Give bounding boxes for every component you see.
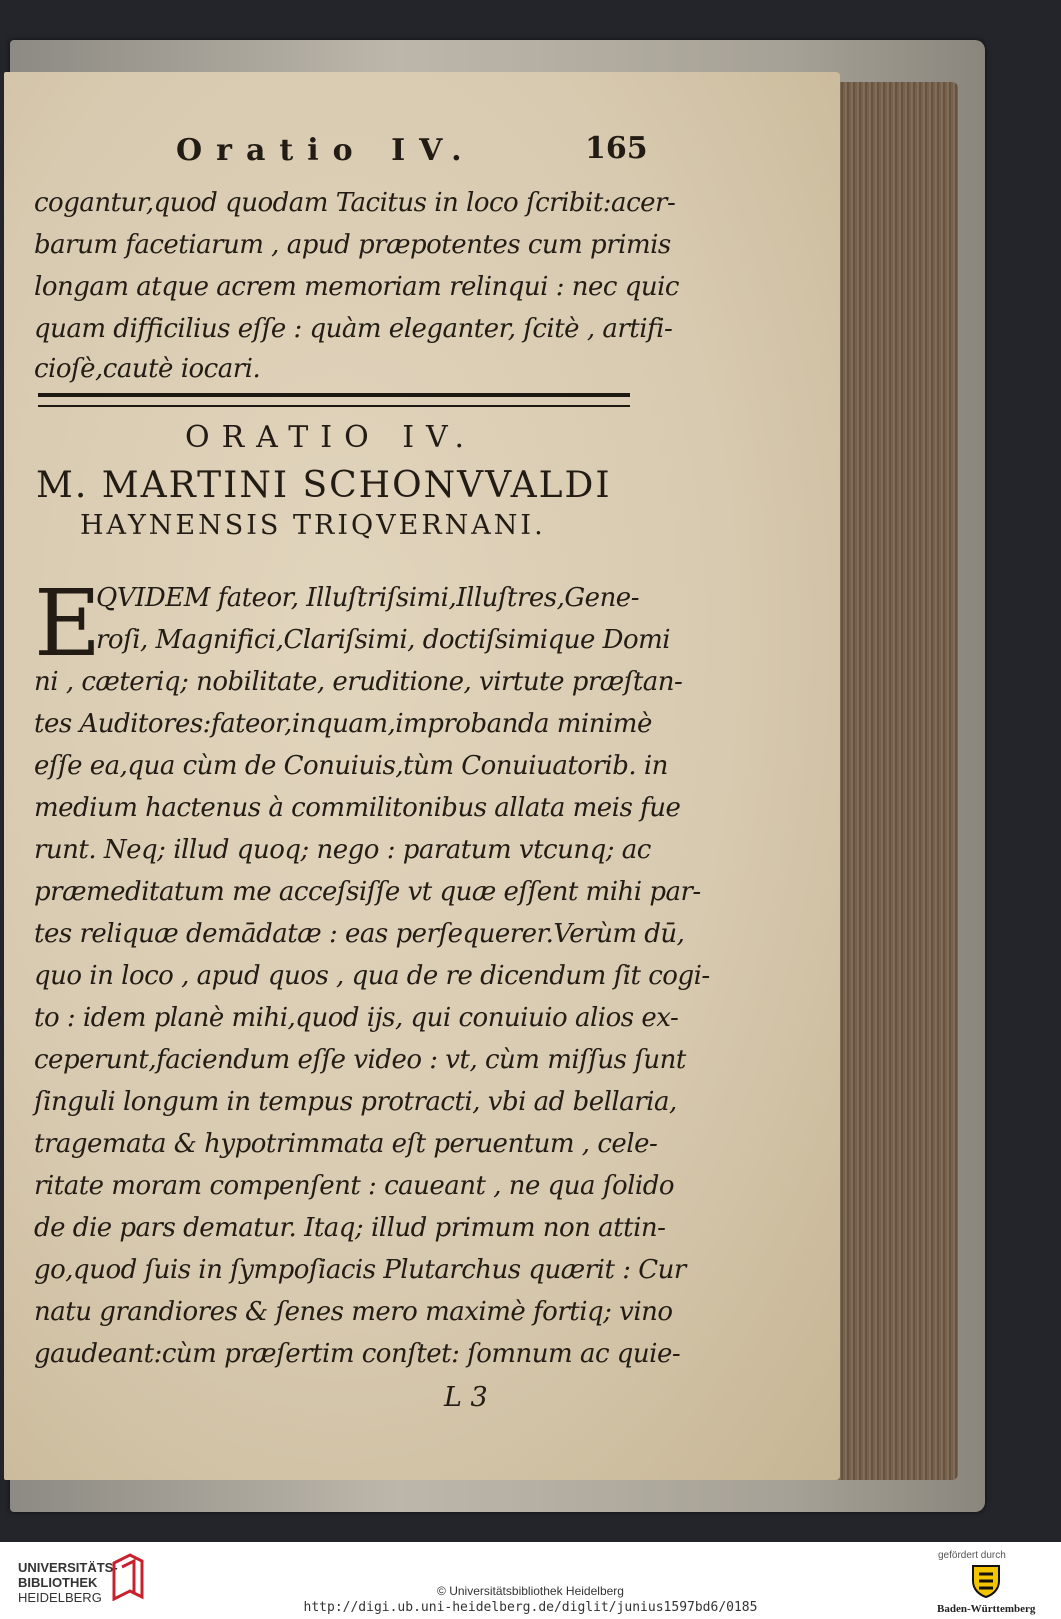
text-line: longam atque acrem memoriam relinqui : nec quic bbox=[34, 272, 679, 302]
text-line: ſinguli longum in tempus protracti, vbi ad bellaria, bbox=[34, 1087, 677, 1117]
library-name-line: UNIVERSITÄTS- bbox=[18, 1560, 118, 1575]
text-line: barum facetiarum , apud præpotentes cum primis bbox=[34, 230, 671, 260]
text-line: ni , cæteriq; nobilitate, eruditione, virtute præſtan- bbox=[34, 667, 683, 697]
text-line: tes Auditores:fateor,inquam,improbanda minimè bbox=[34, 709, 652, 739]
running-head: Oratio IV. bbox=[176, 133, 476, 168]
text-line: tragemata & hypotrimmata eſt peruentum , cele- bbox=[34, 1129, 658, 1159]
text-line: quam difficilius eſſe : quàm eleganter, ſcitè , artifi- bbox=[34, 314, 673, 344]
baden-wuerttemberg-seal-icon bbox=[970, 1563, 1002, 1599]
text-line: medium hactenus à commilitonibus allata meis fue bbox=[34, 793, 681, 823]
author-heading: M. MARTINI SCHONVVALDI bbox=[36, 465, 612, 506]
text-line: quo in loco , apud quos , qua de re dicendum ſit cogi- bbox=[34, 961, 710, 991]
page-number: 165 bbox=[585, 131, 648, 166]
text-line: gaudeant:cùm præſertim conſtet: ſomnum ac quie- bbox=[34, 1339, 681, 1369]
text-line: roſi, Magnifici,Clariſsimi, doctiſsimique Domi bbox=[96, 625, 671, 655]
drop-cap-initial: E bbox=[34, 570, 102, 677]
library-name-line: HEIDELBERG bbox=[18, 1590, 102, 1605]
text-line: præmeditatum me acceſsiſſe vt quæ eſſent mihi par- bbox=[34, 877, 701, 907]
text-line: go,quod ſuis in ſympoſiacis Plutarchus quærit : Cur bbox=[34, 1255, 686, 1285]
text-line: natu grandiores & ſenes mero maximè fortiq; vino bbox=[34, 1297, 673, 1327]
section-rule bbox=[38, 393, 630, 407]
text-line: runt. Neq; illud quoq; nego : paratum vtcunq; ac bbox=[34, 835, 651, 865]
text-line: eſſe ea,qua cùm de Conuiuis,tùm Conuiuatorib. in bbox=[34, 751, 668, 781]
signature-mark: L 3 bbox=[444, 1382, 488, 1413]
funder-name: Baden-Württemberg bbox=[937, 1603, 1036, 1615]
funded-by-label: gefördert durch bbox=[938, 1550, 1006, 1561]
permalink-url[interactable]: http://digi.ub.uni-heidelberg.de/diglit/junius1597bd6/0185 bbox=[303, 1600, 758, 1615]
copyright-text: © Universitätsbibliothek Heidelberg bbox=[437, 1584, 624, 1598]
origin-heading: HAYNENSIS TRIQVERNANI. bbox=[80, 510, 546, 541]
text-line: QVIDEM fateor, Illuſtriſsimi,Illuſtres,Gene- bbox=[96, 583, 639, 613]
text-line: ceperunt,faciendum eſſe video : vt, cùm miſſus ſunt bbox=[34, 1045, 686, 1075]
text-line: cioſè,cautè iocari. bbox=[34, 354, 261, 384]
text-line: ritate moram compenſent : caueant , ne qua ſolido bbox=[34, 1171, 675, 1201]
library-logo-text bbox=[18, 1560, 118, 1605]
text-line: to : idem planè mihi,quod ijs, qui conuiuio alios ex- bbox=[34, 1003, 679, 1033]
text-line: cogantur,quod quodam Tacitus in loco ſcribit:acer- bbox=[34, 188, 676, 218]
library-name-line: BIBLIOTHEK bbox=[18, 1575, 98, 1590]
text-line: de die pars dematur. Itaq; illud primum non attin- bbox=[34, 1213, 666, 1243]
text-line: tes reliquæ demādatæ : eas perſequerer.Verùm dū, bbox=[34, 919, 685, 949]
page-edges bbox=[820, 82, 958, 1480]
oration-title: ORATIO IV. bbox=[185, 420, 477, 455]
